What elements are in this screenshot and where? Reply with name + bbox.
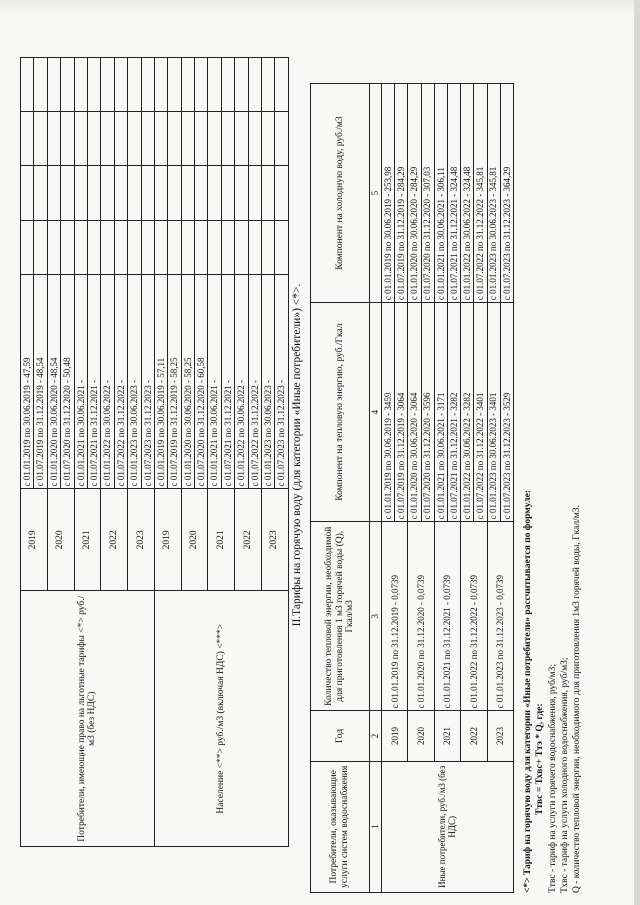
tariff-value: с 01.01.2021 по 30.06.2021 - <box>74 274 87 489</box>
heat-component-cell: с 01.07.2020 по 31.12.2020 - 3596 <box>421 303 434 522</box>
cold-water-component-cell: с 01.01.2023 по 30.06.2023 - 345,81 <box>487 84 500 303</box>
empty-cell <box>235 58 248 112</box>
empty-cell <box>34 220 47 274</box>
empty-cell <box>21 220 34 274</box>
heat-component-cell: с 01.01.2021 по 30.06.2021 - 3171 <box>434 303 447 522</box>
empty-cell <box>221 220 234 274</box>
tariff-table-benefits-body <box>21 58 289 847</box>
empty-cell <box>141 58 154 112</box>
tariff-value: с 01.07.2022 по 31.12.2022 - <box>248 274 261 489</box>
empty-cell <box>34 112 47 166</box>
empty-cell <box>168 166 181 220</box>
table-row <box>382 84 395 893</box>
empty-cell <box>47 112 60 166</box>
cold-water-component-cell: с 01.07.2023 по 31.12.2023 - 364,29 <box>500 84 513 303</box>
tariff-value: с 01.01.2023 по 30.06.2023 - <box>262 274 275 489</box>
cold-water-component-cell: с 01.07.2019 по 31.12.2019 - 284,29 <box>395 84 408 303</box>
empty-cell <box>275 166 288 220</box>
heat-component-cell: с 01.01.2019 по 30.06.2019 - 3459 <box>382 303 395 522</box>
header-heat-quantity: Количество тепловой энергии, необходимой для приготовления 1 м3 горячей воды (Q), Гкал/м3 <box>311 522 370 711</box>
tariff-value: с 01.07.2023 по 31.12.2023 - <box>141 274 154 489</box>
empty-cell <box>248 220 261 274</box>
empty-cell <box>235 166 248 220</box>
cold-water-component-cell: с 01.01.2022 по 30.06.2022 - 324,48 <box>461 84 474 303</box>
empty-cell <box>154 58 167 112</box>
empty-cell <box>74 166 87 220</box>
empty-cell <box>34 166 47 220</box>
empty-cell <box>181 58 194 112</box>
empty-cell <box>74 58 87 112</box>
empty-cell <box>21 166 34 220</box>
table-row <box>21 58 34 847</box>
empty-cell <box>101 58 114 112</box>
empty-cell <box>61 58 74 112</box>
year-cell: 2019 <box>382 711 408 761</box>
empty-cell <box>208 220 221 274</box>
empty-cell <box>262 220 275 274</box>
empty-cell <box>61 220 74 274</box>
cold-water-component-cell: с 01.01.2019 по 30.06.2019 - 253,98 <box>382 84 395 303</box>
empty-cell <box>168 58 181 112</box>
heat-component-cell: с 01.07.2019 по 31.12.2019 - 3064 <box>395 303 408 522</box>
empty-cell <box>235 220 248 274</box>
empty-cell <box>101 220 114 274</box>
tariff-value: с 01.07.2021 по 31.12.2021 - <box>221 274 234 489</box>
year-cell: 2022 <box>101 489 128 591</box>
empty-cell <box>181 166 194 220</box>
hot-water-tariff-rows <box>382 84 514 893</box>
empty-cell <box>87 58 100 112</box>
tariff-value: с 01.01.2022 по 30.06.2022 - <box>101 274 114 489</box>
heat-quantity-cell: с 01.01.2022 по 31.12.2022 - 0,0739 <box>461 522 487 711</box>
year-cell: 2021 <box>208 489 235 591</box>
heat-quantity-cell: с 01.01.2020 по 31.12.2020 - 0,0739 <box>408 522 434 711</box>
empty-cell <box>128 112 141 166</box>
cold-water-component-cell: с 01.07.2022 по 31.12.2022 - 345,81 <box>474 84 487 303</box>
header-consumers: Потребители, оказывающие услуги систем водоснабжения <box>311 761 370 892</box>
cold-water-component-cell: с 01.07.2021 по 31.12.2021 - 324,48 <box>447 84 460 303</box>
empty-cell <box>195 112 208 166</box>
empty-cell <box>87 112 100 166</box>
year-cell: 2021 <box>74 489 101 591</box>
empty-cell <box>114 166 127 220</box>
year-cell: 2020 <box>408 711 434 761</box>
empty-cell <box>154 166 167 220</box>
empty-cell <box>61 112 74 166</box>
year-cell: 2019 <box>21 489 48 591</box>
heat-quantity-cell: с 01.01.2019 по 31.12.2019 - 0,0739 <box>382 522 408 711</box>
empty-cell <box>262 166 275 220</box>
empty-cell <box>87 166 100 220</box>
empty-cell <box>275 220 288 274</box>
year-cell: 2022 <box>461 711 487 761</box>
empty-cell <box>34 58 47 112</box>
year-cell: 2020 <box>47 489 74 591</box>
column-number: 4 <box>370 303 382 522</box>
tariff-value: с 01.07.2022 по 31.12.2022 - <box>114 274 127 489</box>
empty-cell <box>168 220 181 274</box>
footnote-line-cold: Тхвс - тариф на услуги холодного водоснабжения, руб/м3; <box>560 657 570 893</box>
empty-cell <box>208 112 221 166</box>
empty-cell <box>181 220 194 274</box>
cold-water-component-cell: с 01.01.2020 по 30.06.2020 - 284,29 <box>408 84 421 303</box>
cold-water-component-cell: с 01.07.2020 по 31.12.2020 - 307,03 <box>421 84 434 303</box>
footnote-formula-intro: <*> Тариф на горячую воду для категории «Иные потребители» рассчитывается по формуле: <box>523 490 533 893</box>
empty-cell <box>114 58 127 112</box>
empty-cell <box>208 58 221 112</box>
empty-cell <box>74 220 87 274</box>
empty-cell <box>21 58 34 112</box>
empty-cell <box>221 58 234 112</box>
heat-component-cell: с 01.01.2020 по 30.06.2020 - 3064 <box>408 303 421 522</box>
year-cell: 2023 <box>487 711 513 761</box>
column-number: 5 <box>370 84 382 303</box>
year-cell: 2023 <box>128 489 155 591</box>
tariff-value: с 01.07.2020 по 31.12.2020 - 50,48 <box>61 274 74 489</box>
empty-cell <box>128 220 141 274</box>
heat-component-cell: с 01.07.2022 по 31.12.2022 - 3401 <box>474 303 487 522</box>
empty-cell <box>74 112 87 166</box>
column-number: 2 <box>370 711 382 761</box>
empty-cell <box>114 220 127 274</box>
empty-cell <box>235 112 248 166</box>
tariff-value: с 01.07.2021 по 31.12.2021 - <box>87 274 100 489</box>
tariff-table-benefits <box>20 57 289 847</box>
year-cell: 2020 <box>181 489 208 591</box>
empty-cell <box>248 58 261 112</box>
empty-cell <box>114 112 127 166</box>
heat-component-cell: с 01.07.2021 по 31.12.2021 - 3282 <box>447 303 460 522</box>
tariff-value: с 01.01.2019 по 30.06.2019 - 57,11 <box>154 274 167 489</box>
header-heat-component: Компонент на тепловую энергию, руб./Гкал <box>311 303 370 522</box>
tariff-value: с 01.01.2021 по 30.06.2021 - <box>208 274 221 489</box>
empty-cell <box>221 112 234 166</box>
footnote-line-hot: Ттвс - тариф на услуги горячего водоснабжения, руб/м3; <box>548 663 558 893</box>
column-number: 1 <box>370 761 382 892</box>
empty-cell <box>275 112 288 166</box>
year-cell: 2022 <box>235 489 262 591</box>
footnote-formula: Ттвс = Тхвс+ Ттэ * Q, где: <box>535 703 545 815</box>
empty-cell <box>141 112 154 166</box>
empty-cell <box>21 112 34 166</box>
hot-water-tariff-table <box>310 83 514 893</box>
empty-cell <box>221 166 234 220</box>
consumer-category: Население <**> руб./м3 (включая НДС) <***> <box>154 591 288 847</box>
empty-cell <box>101 166 114 220</box>
empty-cell <box>195 58 208 112</box>
table-row <box>154 58 167 847</box>
tariff-value: с 01.01.2023 по 30.06.2023 - <box>128 274 141 489</box>
year-cell: 2023 <box>262 489 289 591</box>
tariff-value: с 01.07.2019 по 31.12.2019 - 58,25 <box>168 274 181 489</box>
empty-cell <box>262 58 275 112</box>
empty-cell <box>248 112 261 166</box>
empty-cell <box>275 58 288 112</box>
header-cold-water-component: Компонент на холодную воду, руб./м3 <box>311 84 370 303</box>
empty-cell <box>61 166 74 220</box>
tariff-value: с 01.01.2020 по 30.06.2020 - 58,25 <box>181 274 194 489</box>
heat-quantity-cell: с 01.01.2023 по 31.12.2023 - 0,0739 <box>487 522 513 711</box>
empty-cell <box>128 58 141 112</box>
header-year: Год <box>311 711 370 761</box>
empty-cell <box>208 166 221 220</box>
empty-cell <box>195 166 208 220</box>
column-number: 3 <box>370 522 382 711</box>
empty-cell <box>262 112 275 166</box>
footnote-line-q: Q - количество тепловой энергии, необходимого для приготовления 1м3 горячей воды, Гкал/м3. <box>572 505 582 893</box>
empty-cell <box>195 220 208 274</box>
tariff-value: с 01.07.2019 по 31.12.2019 - 48,54 <box>34 274 47 489</box>
consumer-category: Потребители, имеющие право на льготные тарифы <*> руб./м3 (без НДС) <box>21 591 155 847</box>
tariff-value: с 01.07.2020 по 31.12.2020 - 60,58 <box>195 274 208 489</box>
tariff-value: с 01.01.2020 по 30.06.2020 - 48,54 <box>47 274 60 489</box>
empty-cell <box>101 112 114 166</box>
heat-quantity-cell: с 01.01.2021 по 31.12.2021 - 0,0739 <box>434 522 460 711</box>
tariff-value: с 01.07.2023 по 31.12.2023 - <box>275 274 288 489</box>
heat-component-cell: с 01.01.2022 по 30.06.2022 - 3282 <box>461 303 474 522</box>
empty-cell <box>154 220 167 274</box>
tariff-value: с 01.01.2022 по 30.06.2022 - <box>235 274 248 489</box>
cold-water-component-cell: с 01.01.2021 по 30.06.2021 - 306,11 <box>434 84 447 303</box>
tariff-value: с 01.01.2019 по 30.06.2019 - 47,59 <box>21 274 34 489</box>
empty-cell <box>154 112 167 166</box>
year-cell: 2021 <box>434 711 460 761</box>
empty-cell <box>47 166 60 220</box>
consumer-cell: Иные потребители, руб./м3 (без НДС) <box>382 761 514 892</box>
empty-cell <box>141 220 154 274</box>
empty-cell <box>181 112 194 166</box>
empty-cell <box>248 166 261 220</box>
empty-cell <box>87 220 100 274</box>
empty-cell <box>47 220 60 274</box>
heat-component-cell: с 01.07.2023 по 31.12.2023 - 3529 <box>500 303 513 522</box>
empty-cell <box>128 166 141 220</box>
empty-cell <box>141 166 154 220</box>
heat-component-cell: с 01.01.2023 по 30.06.2023 - 3401 <box>487 303 500 522</box>
empty-cell <box>47 58 60 112</box>
year-cell: 2019 <box>154 489 181 591</box>
section-title: II.Тарифы на горячую воду (для категории «Иные потребители») <*>. <box>291 283 303 627</box>
empty-cell <box>168 112 181 166</box>
